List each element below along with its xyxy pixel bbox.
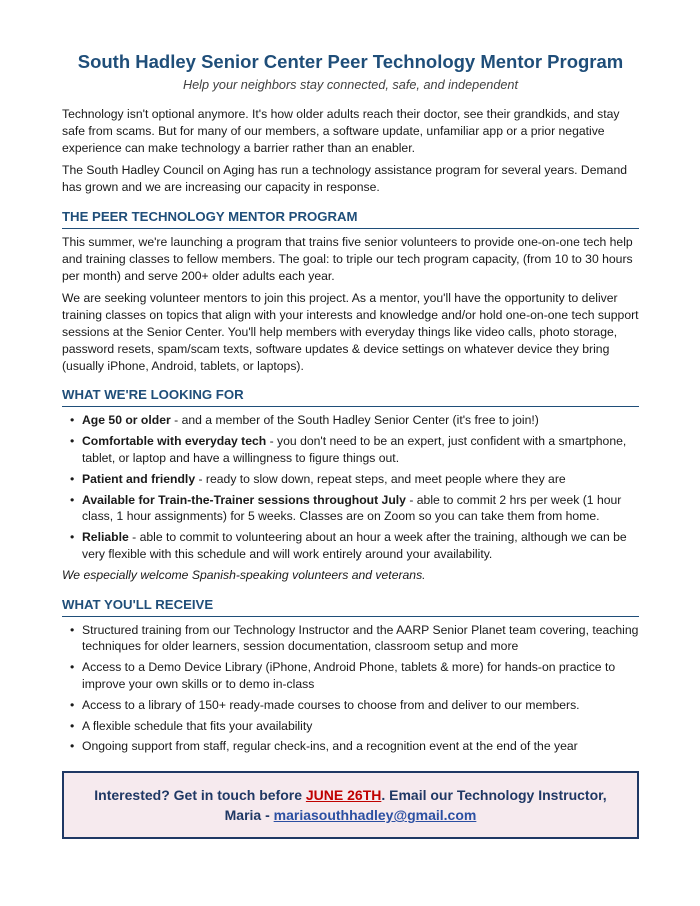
- receive-list: [62, 622, 639, 756]
- callout-lead: Interested? Get in touch before: [94, 787, 306, 804]
- intro-paragraph-2: The South Hadley Council on Aging has run a technology assistance program for several years. Demand has grown and we are increasing our capacity in response.: [62, 163, 627, 195]
- program-paragraph-1: This summer, we're launching a program that trains five senior volunteers to provide one-on-one tech help and training classes to fellow members. The goal: to triple our tech program capacity, (from 10 to 30 hours per month) and serve 200+ older adults each year.: [62, 234, 633, 283]
- list-item-text: - you don't need to be an expert, just confident with a smartphone, tablet, or laptop and have a willingness to figure things out.: [82, 434, 627, 465]
- welcome-note: We especially welcome Spanish-speaking volunteers and veterans.: [62, 567, 426, 582]
- section-heading-receive: WHAT YOU'LL RECEIVE: [62, 596, 639, 617]
- section-heading-looking-for: WHAT WE'RE LOOKING FOR: [62, 386, 639, 407]
- list-item-text: - ready to slow down, repeat steps, and meet people where they are: [195, 471, 566, 486]
- looking-for-list: [62, 412, 639, 562]
- contact-callout: [62, 771, 639, 839]
- list-item-bold: Patient and friendly: [82, 471, 196, 486]
- list-item-bold: Age 50 or older: [82, 413, 171, 428]
- list-item-bold: Reliable: [82, 530, 129, 545]
- list-item-text: - able to commit to volunteering about an hour a week after the training, although we can be very flexible with this schedule and will work entirely around your availability.: [82, 530, 627, 561]
- program-paragraph-2: We are seeking volunteer mentors to join this project. As a mentor, you'll have the opportunity to deliver training classes on topics that align with your interests and knowledge and/or hold one-on-one tech support sessions at the Senior Center. You'll help members with everyday things like video calls, photo storage, password resets, spam/scam texts, software updates & device settings on whatever device they bring (usually iPhone, Android, tablets, or laptops).: [62, 291, 639, 373]
- deadline-date: JUNE 26TH: [305, 787, 382, 804]
- list-item-bold: Comfortable with everyday tech: [82, 434, 267, 449]
- list-item-text: - able to commit 2 hrs per week (1 hour class, 1 hour assignments) for 5 weeks. Classes are on Zoom so you can take them from home.: [82, 492, 622, 524]
- intro-paragraph-1: Technology isn't optional anymore. It's how older adults reach their doctor, see their grandkids, and stay safe from scams. But for many of our members, a software update, unfamiliar app or a prior negative experience can make technology a barrier rather than an enabler.: [62, 107, 620, 155]
- list-item-text: - and a member of the South Hadley Senior Center (it's free to join!): [170, 413, 539, 428]
- page-title: South Hadley Senior Center Peer Technology Mentor Program: [77, 51, 624, 72]
- section-heading-program: THE PEER TECHNOLOGY MENTOR PROGRAM: [62, 208, 639, 229]
- list-item: [82, 412, 639, 429]
- callout-middle: . Email our Technology Instructor, Maria -: [224, 787, 607, 824]
- list-item: • Access to a library of 150+ ready-made courses to choose from and deliver to our members.: [82, 697, 639, 714]
- email-link[interactable]: mariasouthhadley@gmail.com: [273, 807, 477, 824]
- list-item-bold: Available for Train-the-Trainer sessions throughout July: [82, 492, 406, 507]
- list-item: [82, 471, 639, 488]
- list-item: [82, 529, 639, 563]
- list-item: • Structured training from our Technology Instructor and the AARP Senior Planet team covering, teaching techniques for older learners, session documentation, classroom setup and more: [82, 622, 639, 656]
- page-subtitle: Help your neighbors stay connected, safe, and independent: [182, 78, 519, 92]
- list-item: [82, 492, 639, 526]
- list-item: • Ongoing support from staff, regular check-ins, and a recognition event at the end of the year: [82, 738, 639, 755]
- list-item: [82, 433, 639, 467]
- list-item: • Access to a Demo Device Library (iPhone, Android Phone, tablets & more) for hands-on practice to improve your own skills or to demo in-class: [82, 659, 639, 693]
- list-item: • A flexible schedule that fits your availability: [82, 718, 639, 735]
